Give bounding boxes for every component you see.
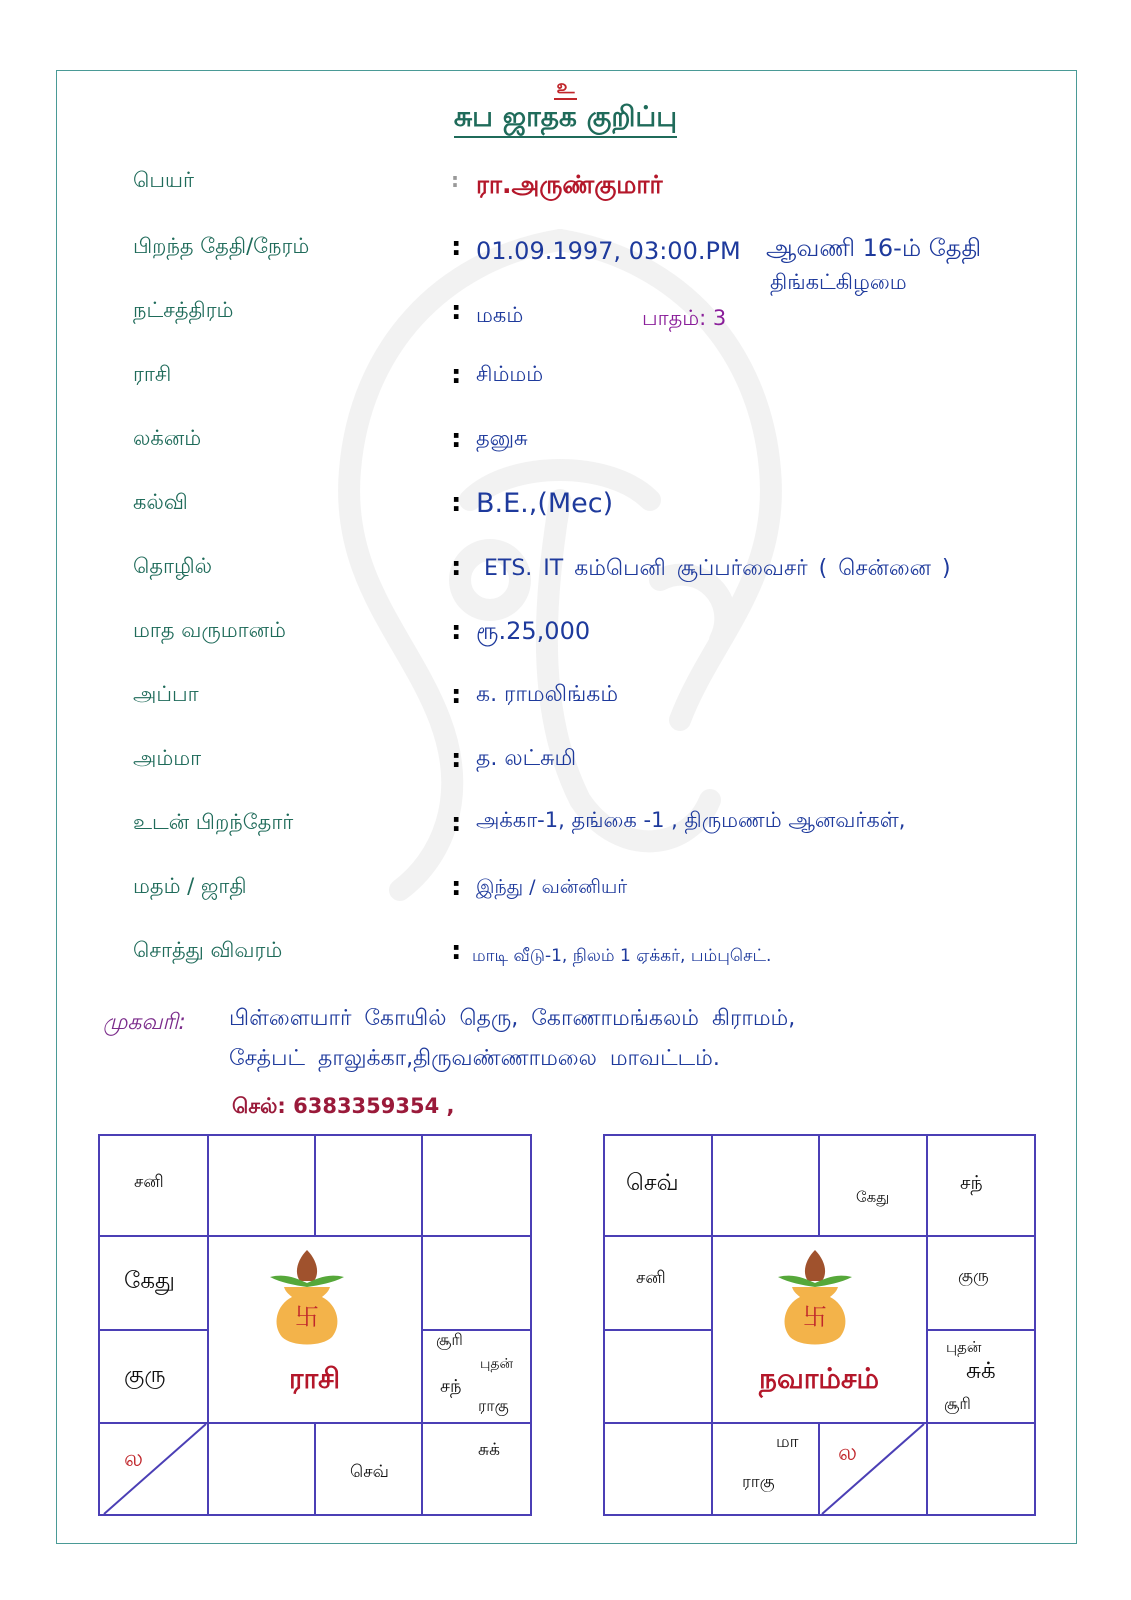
svg-text:卐: 卐 <box>803 1303 827 1331</box>
page-title: சுப ஜாதக குறிப்பு <box>0 100 1131 137</box>
label-assets: சொத்து விவரம் <box>133 938 283 962</box>
phone-number: செல்: 6383359354 , <box>232 1094 455 1118</box>
label-siblings: உடன் பிறந்தோர் <box>133 810 294 834</box>
value-lagnam: தனுசு <box>476 426 528 450</box>
value-mother: த. லட்சுமி <box>476 746 577 771</box>
rasi-title: ராசி <box>288 1362 341 1395</box>
label-father: அப்பா <box>133 682 199 706</box>
value-weekday: திங்கட்கிழமை <box>770 270 907 294</box>
rasi-cell-13: ல <box>124 1446 144 1472</box>
kalasam-icon <box>262 1245 352 1350</box>
navamsa-cell-5: சனி <box>636 1268 666 1288</box>
lagna-diagonal <box>818 1422 928 1516</box>
label-dob: பிறந்த தேதி/நேரம் <box>133 234 310 258</box>
colon: : <box>451 744 462 774</box>
navamsa-cell-8c: சூரி <box>944 1394 971 1413</box>
rasi-cell-8d: ராகு <box>478 1396 509 1415</box>
navamsa-cell-8b: சுக் <box>966 1358 996 1384</box>
label-mother: அம்மா <box>133 746 202 770</box>
value-religion: இந்து / வன்னியர் <box>476 876 628 898</box>
label-star: நட்சத்திரம் <box>133 298 234 322</box>
label-income: மாத வருமானம் <box>133 618 286 642</box>
label-rasi: ராசி <box>133 362 172 386</box>
rasi-cell-15: செவ் <box>350 1462 389 1482</box>
lagna-diagonal <box>98 1422 208 1516</box>
label-job: தொழில் <box>133 554 213 578</box>
rasi-cell-16: சுக் <box>478 1440 500 1460</box>
colon: : <box>451 360 462 390</box>
label-education: கல்வி <box>133 490 188 514</box>
value-education: B.E.,(Mec) <box>476 488 614 519</box>
address-label: முகவரி: <box>103 1010 186 1035</box>
svg-text:卐: 卐 <box>295 1303 319 1331</box>
value-income: ரூ.25,000 <box>476 617 591 645</box>
rasi-cell-8c: சந் <box>440 1376 462 1397</box>
value-rasi: சிம்மம் <box>476 362 544 386</box>
navamsa-cell-3: கேது <box>856 1188 890 1206</box>
rasi-cell-8b: புதன் <box>480 1356 514 1372</box>
value-star: மகம் <box>476 303 524 327</box>
value-name: ரா.அருண்குமார் <box>476 170 663 199</box>
value-padam: பாதம்: 3 <box>642 306 727 330</box>
value-dob: 01.09.1997, 03:00.PM <box>476 237 741 265</box>
rasi-cell-1: சனி <box>134 1172 164 1192</box>
navamsa-cell-1: செவ் <box>626 1170 679 1196</box>
navamsa-cell-15: ல <box>838 1440 858 1466</box>
colon: : <box>451 488 462 518</box>
kalasam-icon <box>770 1245 860 1350</box>
colon: : <box>451 616 462 646</box>
address-line-2: சேத்பட் தாலுக்கா,திருவண்ணாமலை மாவட்டம். <box>229 1046 720 1071</box>
address-line-1: பிள்ளையார் கோயில் தெரு, கோணாமங்கலம் கிராமம், <box>229 1006 796 1031</box>
colon: : <box>451 168 459 192</box>
colon: : <box>451 424 462 454</box>
value-tamil-date: ஆவணி 16-ம் தேதி <box>766 234 982 262</box>
value-assets: மாடி வீடு-1, நிலம் 1 ஏக்கர், பம்புசெட். <box>472 946 772 966</box>
navamsa-cell-4: சந் <box>960 1172 983 1194</box>
navamsa-title: நவாம்சம் <box>759 1362 879 1395</box>
label-lagnam: லக்னம் <box>133 426 202 450</box>
colon: : <box>451 232 462 262</box>
colon: : <box>451 680 462 710</box>
label-religion: மதம் / ஜாதி <box>133 874 247 898</box>
value-siblings: அக்கா-1, தங்கை -1 , திருமணம் ஆனவர்கள், <box>476 808 906 832</box>
colon: : <box>451 808 462 838</box>
colon: : <box>451 936 462 966</box>
colon: : <box>451 872 462 902</box>
navamsa-cell-14a: மா <box>776 1432 799 1452</box>
rasi-cell-9: குரு <box>124 1362 166 1388</box>
navamsa-cell-6: குரு <box>958 1266 989 1286</box>
colon: : <box>451 552 462 582</box>
colon: : <box>451 296 462 326</box>
value-father: க. ராமலிங்கம் <box>476 682 619 707</box>
navamsa-cell-8a: புதன் <box>946 1338 982 1356</box>
value-job: ETS. IT கம்பெனி சூப்பர்வைசர் ( சென்னை ) <box>484 556 951 581</box>
navamsa-cell-14b: ராகு <box>742 1472 775 1492</box>
label-name: பெயர் <box>133 168 194 192</box>
rasi-cell-5: கேது <box>124 1268 175 1294</box>
rasi-cell-8a: சூரி <box>436 1330 463 1349</box>
om-symbol: உ <box>556 74 575 98</box>
